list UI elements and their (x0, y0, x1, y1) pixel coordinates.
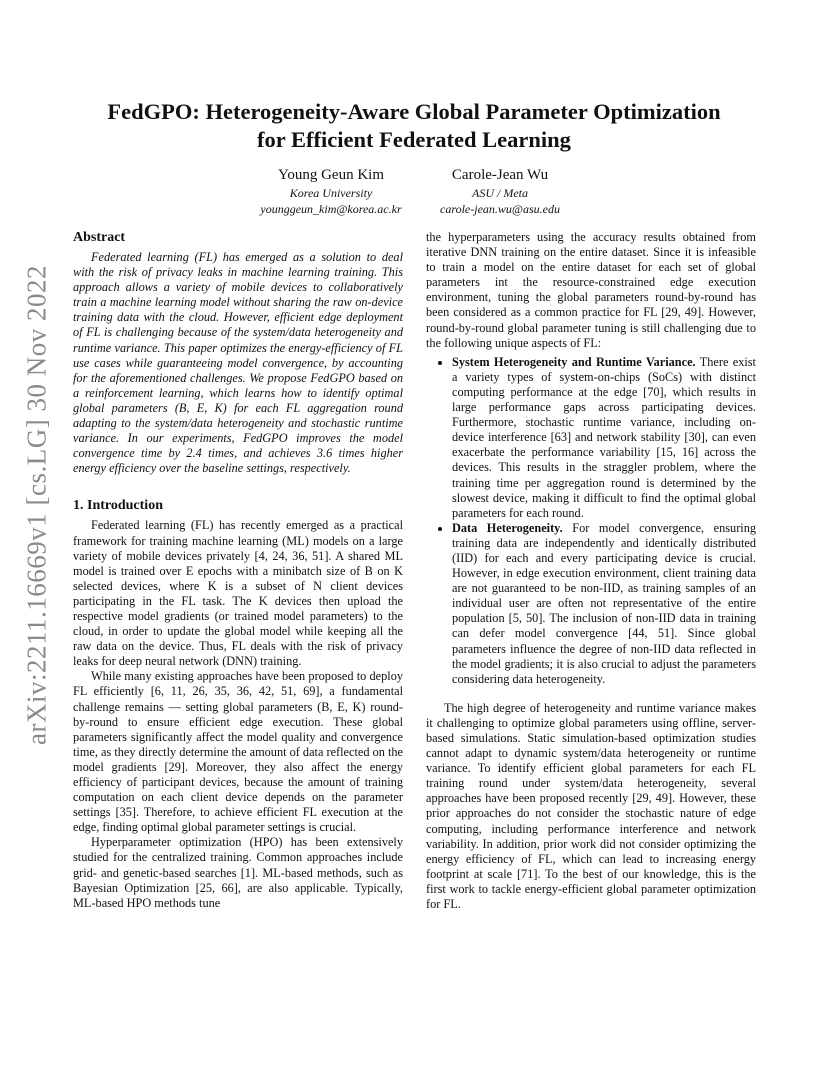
author-name: Carole-Jean Wu (451, 167, 549, 183)
intro-paragraph-2: While many existing approaches have been proposed to deploy FL efficiently [6, 11, 26, 35, 36, 42, 51, 69], a fundamental challenge remains — setting global parameters (B, E, K) round-by-round to ensure efficient edge execution. These global parameters significantly affect the model quality and convergence time, as they directly determine the amount of data reflected on the model gradients [29]. Moreover, they also affect the energy efficiency of participant devices, because the amount of training computation on each client device depends on the parameter settings [35]. Therefore, to achieve efficient FL execution at the edge, finding optimal global parameter settings is crucial. (73, 669, 403, 835)
author-email: carole-jean.wu@asu.edu (440, 202, 560, 216)
list-item (452, 521, 756, 687)
abstract-text: Federated learning (FL) has emerged as a solution to deal with the risk of privacy leaks in machine learning training. This approach allows a variety of mobile devices to collaboratively train a machine learning model without sharing the raw on-device training data with the cloud. However, efficient edge deployment of FL is challenging because of the system/data heterogeneity and runtime variance. This paper optimizes the energy-efficiency of FL use cases while guaranteeing model convergence, by accounting for the aforementioned challenges. We propose FedGPO based on a reinforcement learning, which learns how to identify optimal global parameters (B, E, K) for each FL aggregation round adapting to the system/data heterogeneity and stochastic runtime variance. In our experiments, FedGPO improves the model convergence time by 2.4 times, and achieves 3.6 times higher energy efficiency over the baseline settings, respectively. (73, 250, 403, 476)
intro-paragraph-1: Federated learning (FL) has recently emerged as a practical framework for training machine learning (ML) models on a large variety of mobile devices privately [4, 24, 36, 51]. A shared ML model is trained over E epochs with a minibatch size of B on K selected devices, where K is a subset of N client devices participating in the FL task. The K devices then upload the respective model gradients (or trained model parameters) to the cloud, in order to update the global model while keeping all the raw data on the device. Thus, FL deals with the risk of privacy leaks for deep neural network (DNN) training. (73, 518, 403, 669)
author-email: younggeun_kim@korea.ac.kr (260, 202, 402, 216)
bullet-text: There exist a variety types of system-on-chips (SoCs) with distinct computing performance at the edge [70], which results in large performance gaps across participating devices. Furthermore, stochastic runtime variance, including on-device interference [63] and network stability [30], can even exacerbate the performance variability [15, 16] across the devices. This results in the straggler problem, where the training time per aggregation round is determined by the slowest device, making it difficult to find the optimal global parameters for each round. (452, 354, 756, 520)
paper-title (60, 98, 768, 154)
author-name: Young Geun Kim (278, 167, 384, 183)
title-line-2: for Efficient Federated Learning (257, 127, 571, 152)
author-affiliation: ASU / Meta (472, 186, 528, 200)
author-affiliation: Korea University (289, 186, 373, 200)
abstract-heading: Abstract (73, 230, 126, 245)
right-paragraph-1: the hyperparameters using the accuracy results obtained from iterative DNN training on the entire dataset. Since it is infeasible to train a model on the entire dataset for each set of global parameters int the resource-constrained edge execution environment, tuning the global parameters round-by-round has been considered as a common practice for FL [29, 49]. However, round-by-round global parameter tuning is still challenging due to the following unique aspects of FL: (426, 230, 756, 350)
bullet-title: Data Heterogeneity. (452, 520, 563, 535)
right-column (426, 230, 756, 912)
title-line-1: FedGPO: Heterogeneity-Aware Global Parameter Optimization (107, 99, 721, 124)
author-2 (385, 165, 615, 217)
left-column (73, 230, 403, 911)
arxiv-watermark: arXiv:2211.16669v1 [cs.LG] 30 Nov 2022 (21, 265, 52, 745)
challenge-list (426, 355, 756, 687)
list-item (452, 355, 756, 521)
bullet-text: For model convergence, ensuring training data are independently and identically distributed (IID) for each and every participating device is crucial. However, in edge execution environment, client training data are not guaranteed to be non-IID, as training samples of an individual user are often not representative of the entire population [5, 50]. The inclusion of non-IID data in training can defer model convergence [44, 51]. Since global parameters influence the degree of non-IID data reflected in the model gradients; it is also crucial to adjust the parameters considering data heterogeneity. (452, 520, 757, 686)
intro-heading: 1. Introduction (73, 498, 163, 514)
bullet-title: System Heterogeneity and Runtime Variance. (452, 354, 696, 369)
right-paragraph-2: The high degree of heterogeneity and runtime variance makes it challenging to optimize global parameters using offline, server-based simulations. Static simulation-based optimization studies cannot adapt to dynamic system/data heterogeneity or runtime variance. To identify efficient global parameters for each FL training round under system/data heterogeneity, several approaches have been proposed recently [29, 49]. However, these prior approaches do not consider the stochastic nature of edge computing, including performance interference and network variability. In addition, prior work did not consider optimizing the energy efficiency of FL, which can lead to increasing energy footprint at scale [71]. To the best of our knowledge, this is the first work to tackle energy-efficient global parameter optimization for FL. (426, 700, 756, 912)
intro-paragraph-3: Hyperparameter optimization (HPO) has been extensively studied for the centralized training. Common approaches include grid- and genetic-based searches [1]. ML-based methods, such as Bayesian Optimization [25, 66], are also applicable. Typically, ML-based HPO methods tune (73, 835, 403, 910)
